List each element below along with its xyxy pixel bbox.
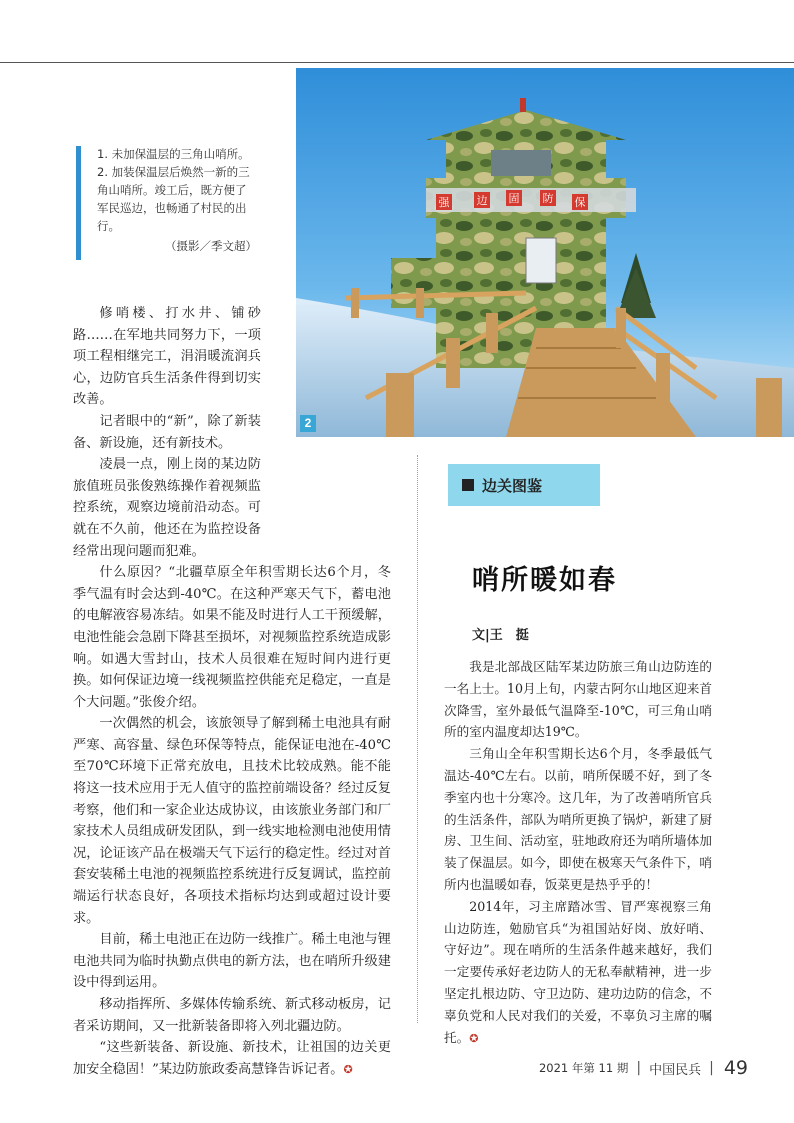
page-number: 49 (723, 1057, 748, 1079)
paragraph: 记者眼中的“新”，除了新装备、新设施，还有新技术。 (73, 413, 261, 451)
paragraph: 什么原因？“北疆草原全年积雪期长达6个月，冬季气温有时会达到-40℃。在这种严寒天气下，蓄电池的电解液容易冻结。如果不能及时进行人工干预缓解，电池性能会急剧下降甚至损坏，对视频监控系统造成影响。如遇大雪封山，技术人员很难在短时间内进行更换。如何保证边境一线视频监控供能充足稳定，一直是个大问题。”张俊介绍。 (73, 565, 391, 710)
paragraph: 我是北部战区陆军某边防旅三角山边防连的一名上士。10月上旬，内蒙古阿尔山地区迎来首次降雪，室外最低气温降至-10℃，可三角山哨所的室内温度却达19℃。 (444, 659, 712, 740)
article-title: 哨所暖如春 (472, 565, 617, 596)
paragraph: 一次偶然的机会，该旅领导了解到稀土电池具有耐严寒、高容量、绿色环保等特点，能保证电池在-40℃至70℃环境下正常充放电，且技术比较成熟。能不能将这一技术应用于无人值守的监控前端设备？经过反复考察，他们和一家企业达成协议，由该旅业务部门和厂家技术人员组成研发团队，到一线实地检测电池使用情况，论证该产品在极端天气下运行的稳定性。经过对首套安装稀土电池的视频监控系统进行反复调试，监控前端运行状态良好，各项技术指标均达到或超过设计要求。 (73, 716, 391, 926)
paragraph: 目前，稀土电池正在边防一线推广。稀土电池与锂电池共同为临时执勤点供电的新方法，也在哨所升级建设中得到运用。 (73, 932, 391, 991)
top-rule (0, 62, 794, 63)
page-footer (539, 1057, 748, 1079)
photo-credit: （摄影／季文超） (165, 239, 257, 253)
end-mark-icon: ✪ (469, 1031, 479, 1045)
banner-char: 保 (574, 196, 586, 209)
end-mark-icon: ✪ (343, 1062, 353, 1076)
caption-line: 1. 未加保温层的三角山哨所。 (97, 147, 250, 161)
caption-accent-bar (76, 146, 81, 260)
banner-char: 防 (542, 192, 554, 205)
paragraph: 凌晨一点，刚上岗的某边防旅值班员张俊熟练操作着视频监控系统，观察边境前沿动态。可就在不久前，他还在为监控设备经常出现问题而犯难。 (73, 457, 261, 559)
banner-char: 强 (438, 196, 450, 209)
issue-label: 2021 年第 11 期 (538, 1061, 629, 1075)
photo-caption (97, 145, 257, 255)
paragraph: 移动指挥所、多媒体传输系统、新式移动板房，记者采访期间，又一批新装备即将入列北疆边防。 (73, 997, 391, 1034)
paragraph: “这些新装备、新设施、新技术，让祖国的边关更加安全稳固！”某边防旅政委高慧锋告诉记者。✪ (73, 1040, 391, 1077)
byline: 文|王 挺 (472, 628, 529, 643)
left-article (73, 303, 391, 1080)
photo-number-badge: 2 (300, 415, 316, 432)
paragraph: 修哨楼、打水井、铺砂路……在军地共同努力下，一项项工程相继完工，涓涓暖流润兵心，边防官兵生活条件得到切实改善。 (73, 306, 261, 408)
footer-separator: | (636, 1060, 642, 1076)
section-label: 边关图鉴 (482, 476, 543, 495)
paragraph: 三角山全年积雪期长达6个月，冬季最低气温达-40℃左右。以前，哨所保暖不好，到了冬季室内也十分寒冷。这几年，为了改善哨所官兵的生活条件，部队为哨所更换了锅炉，新建了厨房、卫生间、活动室，驻地政府还为哨所墙体加装了保温层。如今，即使在极寒天气条件下，哨所内也温暖如春，饭菜更是热乎乎的！ (444, 746, 712, 892)
footer-separator: | (709, 1060, 714, 1076)
right-article (444, 656, 712, 1049)
banner-char: 边 (476, 194, 488, 207)
column-divider (417, 455, 418, 1023)
caption-line: 2. 加装保温层后焕然一新的三角山哨所。竣工后，既方便了军民巡边，也畅通了村民的出行。 (97, 165, 250, 233)
magazine-name: 中国民兵 (649, 1062, 702, 1078)
square-bullet-icon (462, 479, 474, 491)
section-label-box (448, 464, 600, 506)
banner-char: 固 (508, 192, 520, 205)
paragraph: 2014年，习主席踏冰雪、冒严寒视察三角山边防连，勉励官兵“为祖国站好岗、放好哨、守好边”。现在哨所的生活条件越来越好，我们一定要传承好老边防人的无私奉献精神，进一步坚定扎根边防、守卫边防、建功边防的信念，不辜负党和人民对我们的关爱，不辜负习主席的嘱托。✪ (444, 898, 712, 1045)
